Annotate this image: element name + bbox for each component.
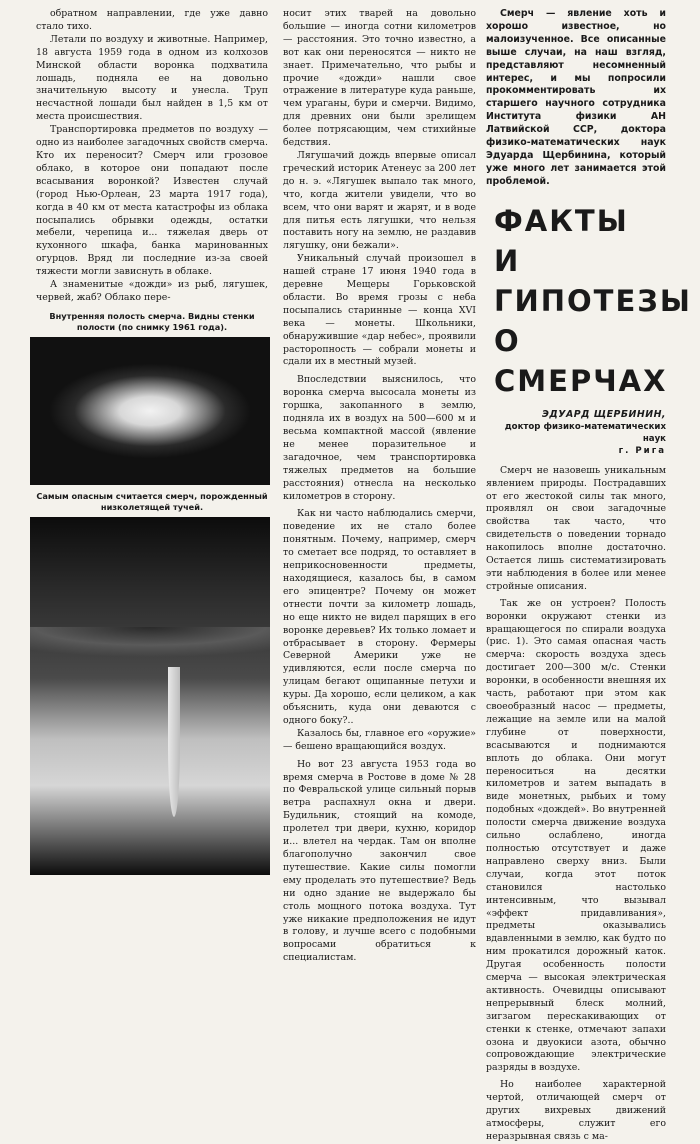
author-byline xyxy=(486,409,666,457)
paragraph: Лягушачий дождь впервые описал греческий историк Атенеус за 200 лет до н. э. «Лягушек выпало так много, что, когда жители увидели, что во всем, что они варят и жарят, и в воде для питья есть лягушки, что нельзя поставить ногу на землю, не раздавив лягушку, они бежали». xyxy=(283,149,476,252)
column-2 xyxy=(283,8,476,965)
paragraph: носит этих тварей на довольно большие — иногда сотни километров — расстояния. Это точно известно, а вот как они переносятся — никто не знает. Примечательно, что рыбы и прочие «дожди» нашли свое отражение в литературе куда раньше, чем ураганы, бури и смерчи. Видимо, для древних они были зрелищем более потрясающим, чем стихийные бедствия. xyxy=(283,8,476,149)
author-title: доктор физико-математических наук xyxy=(504,421,666,444)
photo-caption-1: Внутренняя полость смерча. Видны стенки полости (по снимку 1961 года). xyxy=(49,310,255,332)
photo-caption-2: Самым опасным считается смерч, порожденный низколетящей тучей. xyxy=(36,490,268,512)
article-headline xyxy=(494,201,692,401)
editorial-lead: Смерч — явление хоть и хорошо известное, но малоизученное. Все описанные выше случаи, на наш взгляд, представляют несомненный интерес, и мы попросили прокомментировать их старшего научного сотрудника Института физики АН Латвийской ССР, доктора физико-математических наук Эдуарда Щербинина, который уже много лет занимается этой проблемой. xyxy=(486,8,666,187)
paragraph: Как ни часто наблюдались смерчи, поведение их не стало более понятным. Почему, например, смерч то сметает все подряд, то оставляет в неприкосновенности предметы, находящиеся, казалось бы, в самом его эпицентре? Почему он может отнести почти за километр лошадь, но еще никто не видел парящих в его воронке деревьев? Их только ломает и отбрасывает в сторону. Фермеры Северной Америки уже не удивляются, если после смерча по улицам бегают ощипанные петухи и куры. Да хорошо, если целиком, а как объяснить, куда они деваются с одного боку?.. xyxy=(283,508,476,726)
paragraph: Казалось бы, главное его «оружие» — бешено вращающийся воздух. xyxy=(283,727,476,752)
paragraph: Уникальный случай произошел в нашей стране 17 июня 1940 года в деревне Мещеры Горьковской области. Во время грозы с неба посыпались старинные — конца XVI века — монеты. Школьники, обнаружившие «дар небес», проявили расторопность — собрали монеты и сдали их в местный музей. xyxy=(283,253,476,368)
funnel-shape xyxy=(168,667,180,817)
paragraph: Транспортировка предметов по воздуху — одно из наиболее загадочных свойств смерча. Кто их переносит? Смерч или грозовое облако, в которое они попадают после всасывания воронкой? Известен случай (город Нью-Орлеан, 23 марта 1917 года), когда в 40 км от места катастрофы из облака посыпались обрывки одежды, остатки мебели, черепица и... тяжелая дверь от кухонного шкафа, банка маринованных огурцов. Вряд ли последние из-за своей тяжести могли зависнуть в облаке. xyxy=(36,124,268,278)
headline-line: О СМЕРЧАХ xyxy=(494,323,668,398)
column-1 xyxy=(36,8,268,875)
headline-line: ФАКТЫ xyxy=(494,203,629,238)
paragraph: Смерч не назовешь уникальным явлением природы. Пострадавших от его жестокой силы так много, проявлял он свои загадочные свойства так часто, что свидетельств о поведении торнадо накопилось вполне достаточно. Остается лишь систематизировать эти наблюдения в более или менее стройные описания. xyxy=(486,464,666,592)
author-city: г. Рига xyxy=(618,445,666,456)
paragraph: Впоследствии выяснилось, что воронка смерча высосала монеты из горшка, закопанного в землю, подняла их в воздух на 500—600 м и весьма компактной массой (явление не менее поразительное и загадочное, чем транспортировка тяжелых предметов на большие расстояния) отнесла на несколько километров в сторону. xyxy=(283,374,476,502)
paragraph: Но вот 23 августа 1953 года во время смерча в Ростове в доме № 28 по Февральской улице сильный порыв ветра распахнул окна и двери. Будильник, стоящий на комоде, пролетел три двери, кухню, коридор и... влетел на чердак. Там он вполне благополучно закончил свое путешествие. Какие силы помогли ему проделать это путешествие? Ведь ни одно здание не выдержало бы столь мощного потока воздуха. Тут уже никакие предположения не идут в голову, и лучше всего с подобными вопросами обратиться к специалистам. xyxy=(283,758,476,964)
paragraph: Но наиболее характерной чертой, отличающей смерч от других вихревых движений атмосферы, служит его неразрывная связь с ма- xyxy=(486,1079,666,1142)
author-name: ЭДУАРД ЩЕРБИНИН, xyxy=(542,408,666,420)
storm-cloud-shape xyxy=(30,627,270,677)
paragraph: Так же он устроен? Полость воронки окружают стенки из вращающегося по спирали воздуха (рис. 1). Это самая опасная часть смерча: скорость воздуха здесь достигает 200—300 м/с. Стенки воронки, в особенности внешняя их часть, работают при этом как своеобразный насос — предметы, лежащие на земле или на малой глубине от поверхности, всасываются и поднимаются вплоть до облака. Они могут переноситься на десятки километров и затем выпадать в виде монетных, рыбьих и тому подобных «дождей». Во внутренней полости смерча движение воздуха сильно ослаблено, иногда полностью отсутствует и даже направлено сверху вниз. Были случаи, когда этот поток становился настолько интенсивным, что вызывал «эффект придавливания», предметы оказывались вдавленными в землю, как будто по ним прокатился дорожный каток. Другая особенность полости смерча — высокая электрическая активность. Очевидцы описывают непрерывный блеск молний, зигзагом перескакивающих от стенки к стенке, отмечают запахи озона и двуокиси азота, обычно сопровождающие электрические разряды в воздухе. xyxy=(486,597,666,1074)
paragraph: Летали по воздуху и животные. Например, 18 августа 1959 года в одном из колхозов Минской области воронка подхватила лошадь, подняла ее на довольно значительную высоту и унесла. Труп несчастной лошади был найден в 1,5 км от места происшествия. xyxy=(36,33,268,123)
tornado-interior-photo xyxy=(30,337,270,485)
paragraph: обратном направлении, где уже давно стало тихо. xyxy=(36,8,268,32)
paragraph: А знаменитые «дожди» из рыб, лягушек, червей, жаб? Облако пере- xyxy=(36,279,268,303)
column-3 xyxy=(486,8,692,1144)
headline-line: И ГИПОТЕЗЫ xyxy=(494,243,692,318)
tornado-funnel-photo xyxy=(30,517,270,875)
